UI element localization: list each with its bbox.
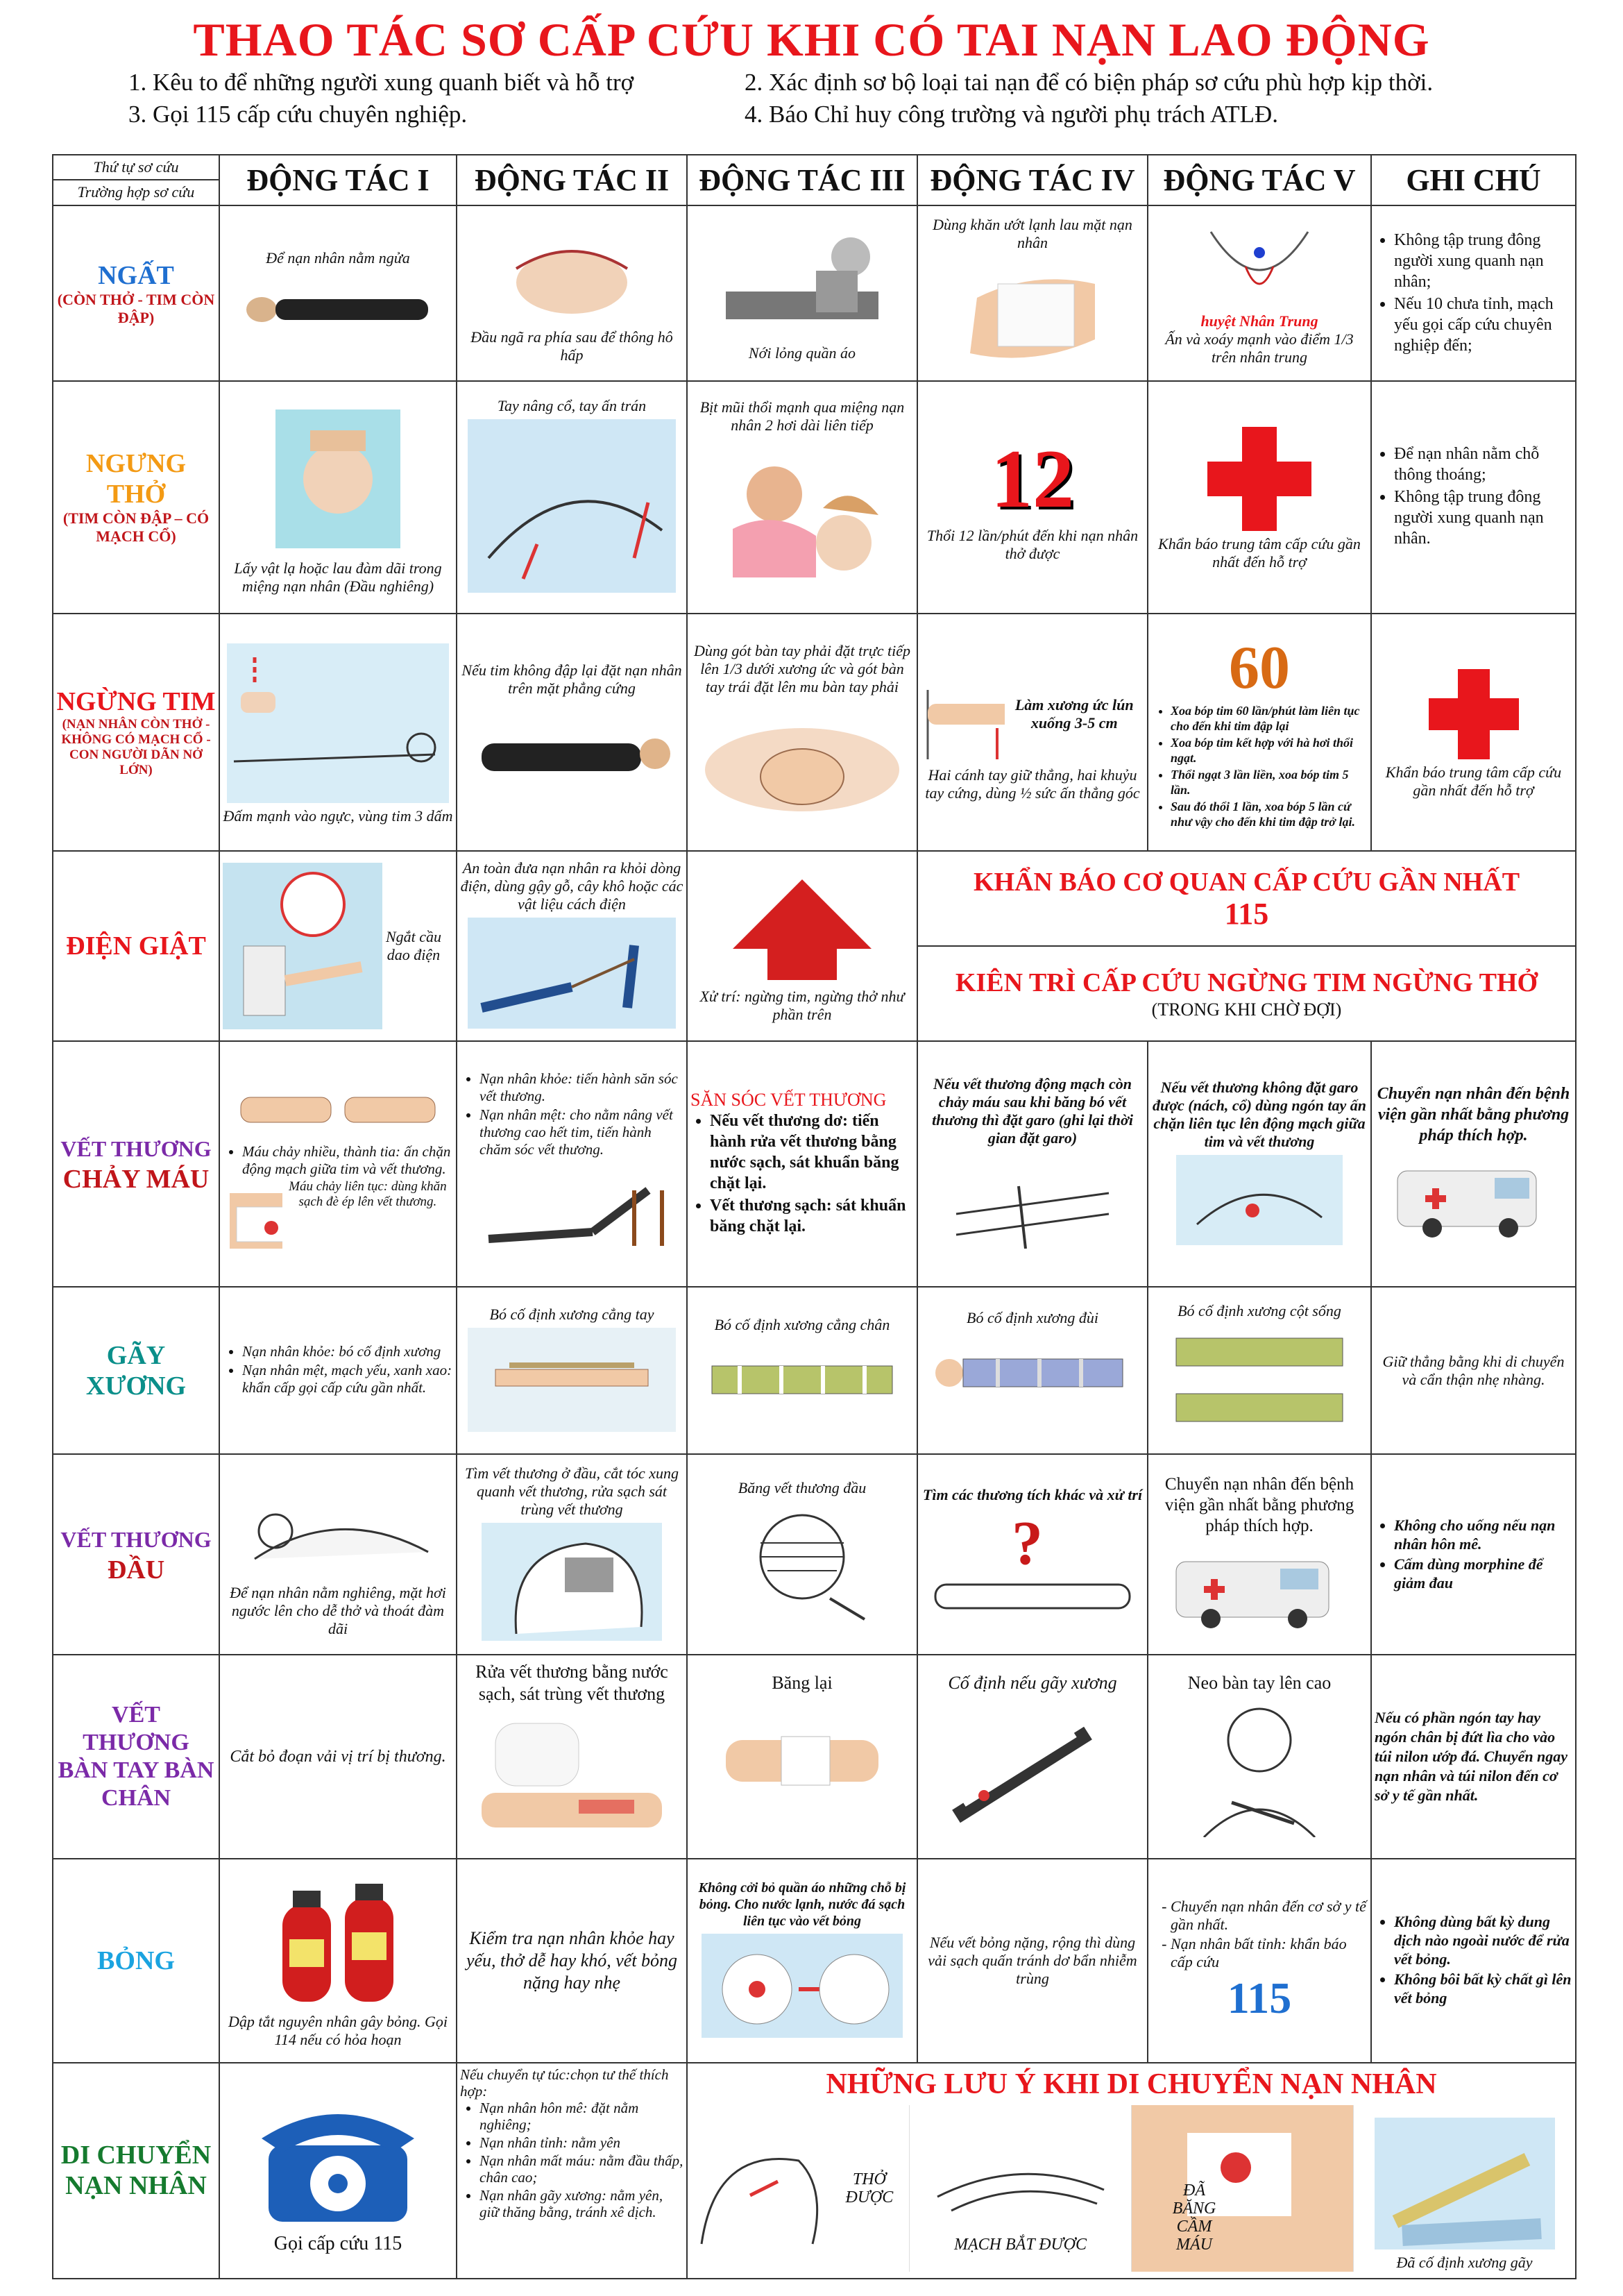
step-4: 4. Báo Chỉ huy công trường và người phụ trách ATLĐ. [745,101,1279,128]
cell [917,1859,1148,2063]
caption: THỞ ĐƯỢC [845,2170,894,2206]
cell [457,1859,687,2063]
caption: Nếu vết thương động mạch còn chảy máu sau khi băng bó vết thương thì đặt garo (ghi lại thời gian đặt garo) [932,1074,1133,1147]
caption: Dùng gót bàn tay phải đặt trực tiếp lên 1/3 dưới xương ức và gót bàn tay trái đặt lên mu bàn tay phải [693,641,911,695]
col-header-3: ĐỘNG TÁC III [687,155,917,205]
corner-cell [53,155,219,205]
notes-cell [1371,614,1576,851]
loosen-clothes-icon [712,229,892,340]
cell [917,1454,1148,1655]
row-dien-giat [53,851,1576,1041]
page-title: THAO TÁC SƠ CẤP CỨU KHI CÓ TAI NẠN LAO ĐỘNG [193,13,1430,66]
cell [219,614,457,851]
case-sub: (NẠN NHÂN CÒN THỞ - KHÔNG CÓ MẠCH CỔ - CON NGƯỜI DÃN NỞ LỚN) [61,716,211,777]
caption: Dập tắt nguyên nhân gây bỏng. Gọi 114 nếu có hỏa hoạn [228,2012,448,2048]
fix-fracture-icon [935,1698,1130,1837]
row-ngung-tho [53,381,1576,613]
red-cross-icon [1207,427,1311,531]
note: • Máu chảy nhiều, thành tia: ấn chặn động mạch giữa tim và vết thương. [242,1143,453,1178]
rate-number: 60 [1229,634,1290,702]
cpr-banner-sub: (TRONG KHI CHỜ ĐỢI) [1151,999,1342,1020]
cell [917,1041,1148,1288]
pulse-icon [924,2127,1118,2231]
cell [1148,205,1371,381]
caption: Băng lại [772,1673,833,1694]
cell [1148,1041,1371,1288]
note: • Nạn nhân mệt: cho nằm nâng vết thương cao hết tim, tiến hành chăm sóc vết thương. [479,1106,683,1158]
cell [219,1655,457,1859]
row-bong [53,1859,1576,2063]
caption: Tìm vết thương ở đầu, cắt tóc xung quanh vết thương, rửa sạch sát trùng vết thương [465,1464,679,1518]
switch-off-icon [223,863,382,1029]
case-name-2: ĐẦU [107,1555,165,1585]
cell [917,205,1148,381]
transfer-list [1151,1898,1368,1971]
cell [457,381,687,613]
cool-burn-icon [702,1934,903,2038]
red-cross-icon [1429,669,1519,759]
table-header [53,155,1576,205]
check-bleeding [1132,2105,1354,2272]
cell [917,381,1148,613]
case-name: VẾT THƯƠNG [60,1136,212,1161]
cell [1148,1454,1371,1655]
notes-cell [1371,1655,1576,1859]
corner-bottom: Trường hợp sơ cứu [77,183,195,201]
check-pulse [910,2105,1132,2272]
caption: Để nạn nhân nằm nghiêng, mặt hơi ngước lên cho dễ thở và thoát đàm dãi [230,1583,446,1637]
first-aid-table [52,154,1577,2279]
case-name: GÃY XƯƠNG [85,1340,187,1401]
caption: Đầu ngã ra phía sau để thông hô hấp [470,328,673,364]
row-di-chuyen [53,2063,1576,2279]
splint-spine-icon [1162,1324,1357,1435]
notes-list [223,1143,453,1178]
cell [1148,1859,1371,2063]
col-header-5: ĐỘNG TÁC V [1148,155,1371,205]
press-wound-icon [223,1179,282,1256]
neck-lift-icon [468,419,676,593]
note: • Nạn nhân khỏe: bó cố định xương [242,1343,453,1360]
splint-leg-icon [698,1338,906,1421]
cell [687,851,917,1041]
care-list [690,1111,914,1237]
caption: Hai cánh tay giữ thẳng, hai khuỷu tay cứng, dùng ½ sức ấn thẳng góc [925,766,1140,802]
notes-list [1375,1912,1572,2007]
note: • Nạn nhân hôn mê: đặt nằm nghiêng; [479,2100,683,2133]
cell [457,614,687,851]
wet-towel-icon [956,256,1109,367]
ambulance-icon [1391,1150,1557,1240]
transfer-intro: Nếu chuyển tự túc:chọn tư thế thích hợp: [460,2066,669,2100]
cell [457,1287,687,1454]
case-sub: (CÒN THỞ - TIM CÒN ĐẬP) [57,290,215,326]
cell [219,1287,457,1454]
cell [917,1655,1148,1859]
cell [219,381,457,613]
emergency-number: 115 [1227,1973,1292,2023]
case-gay-xuong [53,1287,219,1454]
caption: Máu chảy liên tục: dùng khăn sạch đè ép lên vết thương. [289,1179,447,1209]
splint-arm-icon [468,1328,676,1432]
caption: Bó cố định xương cột sống [1178,1301,1341,1319]
case-name: VẾT THƯƠNG [60,1526,212,1552]
cpr-list [1151,703,1368,829]
cpr-step: • Xoa bóp tim kết hợp với hà hơi thổi ngạt. [1171,735,1368,766]
notes-list [223,1343,453,1396]
caption: Bó cố định xương đùi [967,1308,1098,1326]
breathing-icon [688,2119,830,2258]
cell [457,1454,687,1655]
cell [219,851,457,1041]
note: • Nếu 10 chưa tỉnh, mạch yếu gọi cấp cứu chuyên nghiệp đến; [1394,294,1572,356]
head-tilt-icon [475,227,669,324]
step-1: 1. Kêu to để những người xung quanh biết và hỗ trợ [128,69,634,96]
arm-pressure-icon [234,1077,442,1139]
case-ngat [53,205,219,381]
cell [917,614,1148,851]
cell [219,1859,457,2063]
col-header-2: ĐỘNG TÁC II [457,155,687,205]
caption: Nếu tim không đập lại đặt nạn nhân trên mặt phẳng cứng [461,661,682,697]
note: • Cấm dùng morphine để giảm đau [1394,1555,1572,1592]
check-fracture [1354,2105,1575,2272]
cell [687,1287,917,1454]
cell [1148,381,1371,613]
caption: Gọi cấp cứu 115 [273,2233,402,2255]
note: • Để nạn nhân nằm chỗ thông thoáng; [1394,444,1572,485]
up-arrow-icon [726,872,878,984]
notes-list [1375,444,1572,549]
case-name: DI CHUYỂN NẠN NHÂN [60,2141,212,2201]
cpr-step: • Thổi ngạt 3 lần liền, xoa bóp tim 5 lần. [1171,767,1368,797]
caption: Khẩn báo trung tâm cấp cứu gần nhất đến hỗ trợ [1158,535,1361,571]
row-gay-xuong [53,1287,1576,1454]
case-name: VẾT THƯƠNG BÀN TAY BÀN CHÂN [58,1702,214,1812]
caption: Cố định nếu gãy xương [948,1673,1117,1694]
caption: Neo bàn tay lên cao [1187,1673,1332,1694]
caption: Nếu vết thương không đặt garo được (nách, cổ) dùng ngón tay ấn chặn liên tục lên động mạch giữa tim và vết thương [1153,1078,1366,1150]
svg-text:?: ? [1012,1508,1043,1578]
note: Khẩn báo trung tâm cấp cứu gần nhất đến hỗ trợ [1385,763,1562,799]
depth-label: Làm xương ức lún xuống 3-5 cm [1014,695,1134,732]
note: Nếu có phần ngón tay hay ngón chân bị đứt lìa cho vào túi nilon ướp đá. Chuyển ngay nạn nhân và túi nilon đến cơ sở y tế gần nhất. [1375,1709,1568,1805]
caption: Băng vết thương đầu [738,1478,867,1496]
case-chay-mau [53,1041,219,1288]
caption: Để nạn nhân nằm ngửa [266,248,410,267]
mouth-to-mouth-icon [712,439,892,591]
cell [219,1041,457,1288]
ambulance-icon [1169,1541,1350,1631]
caption: Đấm mạnh vào ngực, vùng tim 3 dấm [223,807,453,825]
case-ban-tay [53,1655,219,1859]
notes-cell [1371,381,1576,613]
banner-cell [917,851,1576,1041]
cell [219,205,457,381]
cell [687,381,917,613]
transfer-notes-cell [687,2063,1576,2279]
note: • Nạn nhân gãy xương: nằm yên, giữ thăng bằng, tránh xê dịch. [479,2187,683,2220]
caption: Ấn và xoáy mạnh vào điểm 1/3 trên nhân trung [1165,330,1354,366]
notes-cell [1371,1454,1576,1655]
caption: Thổi 12 lần/phút đến khi nạn nhân thở được [926,527,1139,563]
col-header-6: GHI CHÚ [1371,155,1576,205]
finger-press-icon [1176,1155,1343,1245]
raise-limb-icon [475,1163,669,1253]
caption: Tìm các thương tích khác và xử trí [922,1485,1143,1503]
compression-icon [921,662,1005,766]
cell [457,1041,687,1288]
note: • Không dùng bất kỳ dung dịch nào ngoài nước để rửa vết bỏng. [1394,1912,1572,1968]
emergency-banner: KHẨN BÁO CƠ QUAN CẤP CỨU GẦN NHẤT [973,867,1520,897]
row-chay-mau [53,1041,1576,1288]
notes-list [1375,230,1572,356]
sling-arm-icon [1176,1698,1343,1837]
note: • Không tập trung đông người xung quanh nạn nhân. [1394,487,1572,549]
note: • Nạn nhân mệt, mạch yếu, xanh xao: khẩn cấp gọi cấp cứu gần nhất. [242,1362,453,1396]
caption: Rửa vết thương bằng nước sạch, sát trùng vết thương [475,1662,668,1705]
row-ngat [53,205,1576,381]
cell [687,1655,917,1859]
col-header-1: ĐỘNG TÁC I [219,155,457,205]
cell [687,1041,917,1288]
caption: Nới lỏng quần áo [748,344,856,362]
question-mark-icon [928,1508,1137,1619]
cell [457,2063,687,2279]
note: • Nạn nhân mất máu: nằm đầu thấp, chân cao; [479,2152,683,2186]
fire-extinguisher-icon [262,1877,414,2009]
note: • Nạn nhân tỉnh: nằm yên [479,2134,683,2151]
note: • Nếu vết thương dơ: tiến hành rửa vết thương bằng nước sạch, sát khuẩn băng chặt lại. [710,1111,914,1194]
splint-thigh-icon [928,1331,1137,1428]
wash-wound-icon [468,1710,676,1848]
case-dau [53,1454,219,1655]
case-dien-giat [53,851,219,1041]
row-dau [53,1454,1576,1655]
cpr-step: • Xoa bóp tim 60 lần/phút làm liên tục cho đến khi tim đập lại [1171,703,1368,734]
caption: Cắt bỏ đoạn vải vị trí bị thương. [230,1748,446,1766]
cell [687,1859,917,2063]
case-name: NGẤT [98,260,174,290]
case-name: NGỪNG TIM [56,686,216,716]
rate-number: 12 [991,432,1074,525]
caption: Tay nâng cổ, tay ấn trán [497,397,647,415]
hand-position-icon [698,700,906,818]
note: • Không cho uống nếu nạn nhân hôn mê. [1394,1516,1572,1553]
case-bong [53,1859,219,2063]
bandage-hand-icon [705,1698,899,1837]
telephone-icon [248,2090,428,2229]
caption: Ngắt cầu dao điện [385,927,442,963]
cell [1148,1655,1371,1859]
face-point-icon [1190,225,1329,308]
care-title: SĂN SÓC VẾT THƯƠNG [690,1089,887,1110]
cell [457,1655,687,1859]
cell [457,205,687,381]
notes-cell [1371,1287,1576,1454]
cell [687,205,917,381]
point-label: huyệt Nhân Trung [1200,312,1318,330]
note: • Nạn nhân khỏe: tiến hành săn sóc vết thương. [479,1070,683,1105]
row-ngung-tim [53,614,1576,851]
transfer-banner: NHỮNG LƯU Ý KHI DI CHUYỂN NẠN NHÂN [826,2068,1437,2100]
caption: Kiểm tra nạn nhân khỏe hay yếu, thở dễ hay khó, vết bỏng nặng hay nhẹ [466,1927,678,1993]
transfer-list [460,2100,683,2220]
caption: Bó cố định xương cẳng tay [489,1305,654,1323]
cell [219,2063,457,2279]
case-ngung-tho [53,381,219,613]
caption: ĐÃ BĂNG CẦM MÁU [1172,2181,1216,2254]
caption: Bó cố định xương cẳng chân [714,1315,890,1333]
case-sub: (TIM CÒN ĐẬP – CÓ MẠCH CỔ) [62,509,210,546]
cell [1148,1287,1371,1454]
notes-list [1375,1516,1572,1592]
check-breathing [688,2105,910,2272]
note: • Vết thương sạch: sát khuẩn băng chặt lại. [710,1195,914,1237]
tourniquet-icon [942,1151,1123,1249]
caption: Không cởi bỏ quần áo những chỗ bị bỏng. Cho nước lạnh, nước đá sạch liên tục vào vết bỏng [698,1880,906,1929]
case-name: ĐIỆN GIẬT [66,931,206,961]
splint-sling-icon [1375,2118,1555,2249]
clear-mouth-icon [269,403,407,555]
cpr-step: • Sau đó thổi 1 lần, xoa bóp 5 lần cứ như vậy cho đến khi tim đập trở lại. [1171,799,1368,829]
step-2: 2. Xác định sơ bộ loại tai nạn để có biện pháp sơ cứu phù hợp kịp thời. [745,69,1434,96]
cpr-banner: KIÊN TRÌ CẤP CỨU NGỪNG TIM NGỪNG THỞ [955,968,1538,997]
flat-surface-icon [468,702,676,799]
cell [687,1454,917,1655]
caption: An toàn đưa nạn nhân ra khỏi dòng điện, dùng gậy gỗ, cây khô hoặc các vật liệu cách điện [460,859,683,913]
cell [219,1454,457,1655]
row-ban-tay [53,1655,1576,1859]
case-name: NGƯNG THỞ [85,449,187,509]
cell [1148,614,1371,851]
cell [457,851,687,1041]
case-name: BỎNG [97,1945,175,1975]
caption: Dùng khăn ướt lạnh lau mặt nạn nhân [933,215,1132,251]
caption: Chuyển nạn nhân đến bệnh viện gần nhất bằng phương pháp thích hợp. [1164,1474,1354,1535]
lying-person-icon [234,271,442,334]
case-di-chuyen [53,2063,219,2279]
notes-list [460,1070,683,1158]
notes-cell [1371,205,1576,381]
note: - Nạn nhân bất tỉnh: khẩn báo cấp cứu [1171,1935,1368,1971]
cell [687,614,917,851]
caption: Nếu vết bỏng nặng, rộng thì dùng vải sạch quấn tránh dơ bẩn nhiễm trùng [928,1933,1137,1987]
emergency-number: 115 [1224,896,1269,931]
note: Chuyển nạn nhân đến bệnh viện gần nhất bằng phương pháp thích hợp. [1377,1084,1570,1145]
chest-thump-icon [227,643,449,803]
cell [917,1287,1148,1454]
note: Giữ thẳng bằng khi di chuyển và cẩn thận nhẹ nhàng. [1382,1352,1565,1388]
head-wound-icon [482,1523,662,1641]
rescue-stick-icon [468,918,676,1029]
col-header-4: ĐỘNG TÁC IV [917,155,1148,205]
caption: Bịt mũi thổi mạnh qua miệng nạn nhân 2 hơi dài liên tiếp [699,398,905,434]
notes-cell [1371,1859,1576,2063]
caption: Xử trí: ngừng tim, ngừng thở như phần trên [699,987,905,1023]
recovery-position-icon [234,1476,442,1580]
notes-cell [1371,1041,1576,1288]
corner-top: Thứ tự sơ cứu [53,155,219,180]
caption: MẠCH BẮT ĐƯỢC [954,2235,1087,2254]
note: - Chuyển nạn nhân đến cơ sở y tế gần nhất. [1171,1898,1368,1934]
caption: Đã cố định xương gãy [1396,2253,1533,2271]
head-bandage-icon [719,1501,885,1626]
note: • Không tập trung đông người xung quanh nạn nhân; [1394,230,1572,292]
case-ngung-tim [53,614,219,851]
note: • Không bôi bất kỳ chất gì lên vết bỏng [1394,1970,1572,2007]
caption: Lấy vật lạ hoặc lau đàm dãi trong miệng nạn nhân (Đầu nghiêng) [234,559,442,596]
step-3: 3. Gọi 115 cấp cứu chuyên nghiệp. [128,101,468,128]
case-name-2: CHẢY MÁU [62,1164,210,1194]
